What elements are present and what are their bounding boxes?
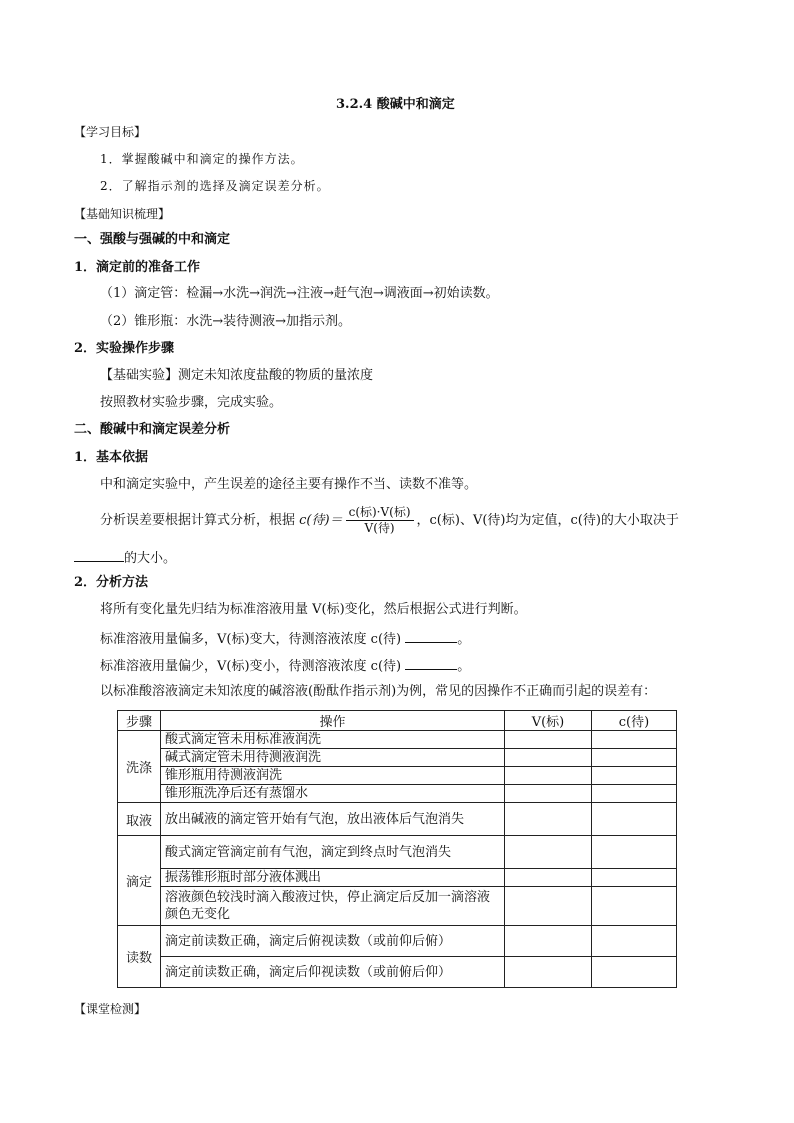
table-row: [118, 957, 677, 988]
table-row: [118, 926, 677, 957]
answer-blank-1[interactable]: [74, 548, 124, 562]
formula-lhs: c(待)＝: [299, 513, 343, 528]
method-line-3: [100, 656, 470, 676]
table-row: [118, 767, 677, 785]
step-cell-titrate: 滴定: [118, 836, 161, 926]
method-line-2-end: 。: [457, 632, 471, 647]
section2-sub1: 1．基本依据: [74, 450, 149, 465]
goals-heading: 【学习目标】: [74, 125, 147, 139]
section2-sub2: 2．分析方法: [74, 575, 149, 590]
answer-cell-c[interactable]: [592, 785, 677, 803]
formula-fraction: [346, 505, 414, 536]
table-row: [118, 749, 677, 767]
method-line-2-text: 标准溶液用量偏多，V(标)变大，待测溶液浓度 c(待): [100, 632, 402, 647]
goal-item-1: 1．掌握酸碱中和滴定的操作方法。: [100, 152, 304, 166]
answer-cell-c[interactable]: [592, 836, 677, 869]
answer-cell-c[interactable]: [592, 767, 677, 785]
table-row: [118, 836, 677, 869]
operation-cell: 酸式滴定管滴定前有气泡，滴定到终点时气泡消失: [161, 836, 505, 869]
answer-cell-v[interactable]: [505, 836, 592, 869]
table-row: [118, 869, 677, 887]
operation-cell: 滴定前读数正确，滴定后俯视读数（或前仰后俯）: [161, 926, 505, 957]
operation-cell: 振荡锥形瓶时部分液体溅出: [161, 869, 505, 887]
operation-cell: 溶液颜色较浅时滴入酸液过快，停止滴定后反加一滴溶液颜色无变化: [161, 887, 505, 926]
answer-cell-v[interactable]: [505, 803, 592, 836]
section2-heading: 二、酸碱中和滴定误差分析: [74, 422, 231, 437]
operation-cell: 滴定前读数正确，滴定后仰视读数（或前俯后仰）: [161, 957, 505, 988]
operation-cell: 放出碱液的滴定管开始有气泡，放出液体后气泡消失: [161, 803, 505, 836]
answer-cell-v[interactable]: [505, 731, 592, 749]
experiment-line: 【基础实验】测定未知浓度盐酸的物质的量浓度: [100, 368, 374, 383]
table-row: [118, 785, 677, 803]
answer-cell-c[interactable]: [592, 926, 677, 957]
table-row: [118, 731, 677, 749]
section1-sub2: 2．实验操作步骤: [74, 341, 175, 356]
answer-cell-c[interactable]: [592, 869, 677, 887]
table-row: [118, 803, 677, 836]
prep-item-2: （2）锥形瓶：水洗→装待测液→加指示剂。: [100, 314, 352, 329]
answer-cell-v[interactable]: [505, 767, 592, 785]
formula-intro: 分析误差要根据计算式分析，根据: [100, 513, 296, 528]
formula-continuation: [74, 548, 176, 568]
section1-heading: 一、强酸与强碱的中和滴定: [74, 232, 231, 247]
answer-cell-v[interactable]: [505, 926, 592, 957]
goal-item-2: 2．了解指示剂的选择及滴定误差分析。: [100, 179, 330, 193]
step-cell-take: 取液: [118, 803, 161, 836]
header-v-std: V(标): [505, 711, 592, 731]
check-heading: 【课堂检测】: [74, 1002, 147, 1016]
method-line-2: [100, 629, 470, 649]
section1-sub1: 1．滴定前的准备工作: [74, 260, 201, 275]
formula-line: [100, 502, 679, 540]
method-line-1: 将所有变化量先归结为标准溶液用量 V(标)变化，然后根据公式进行判断。: [100, 602, 527, 617]
step-cell-read: 读数: [118, 926, 161, 988]
answer-cell-c[interactable]: [592, 731, 677, 749]
error-analysis-table: [117, 710, 677, 988]
step-cell-wash: 洗涤: [118, 731, 161, 803]
answer-blank-3[interactable]: [405, 656, 457, 670]
answer-blank-2[interactable]: [405, 629, 457, 643]
answer-cell-v[interactable]: [505, 887, 592, 926]
experiment-follow: 按照教材实验步骤，完成实验。: [100, 395, 283, 410]
method-line-4: 以标准酸溶液滴定未知浓度的碱溶液(酚酞作指示剂)为例，常见的因操作不正确而引起的误差有：: [100, 684, 657, 699]
answer-cell-v[interactable]: [505, 869, 592, 887]
formula-numerator: c(标)·V(标): [346, 505, 414, 521]
answer-cell-v[interactable]: [505, 785, 592, 803]
operation-cell: 酸式滴定管未用标准液润洗: [161, 731, 505, 749]
basics-heading: 【基础知识梳理】: [74, 207, 171, 221]
method-line-3-text: 标准溶液用量偏少，V(标)变小，待测溶液浓度 c(待): [100, 659, 402, 674]
header-step: 步骤: [118, 711, 161, 731]
method-line-3-end: 。: [457, 659, 471, 674]
answer-cell-v[interactable]: [505, 749, 592, 767]
formula-denominator: V(待): [364, 521, 395, 535]
header-c-unknown: c(待): [592, 711, 677, 731]
answer-cell-c[interactable]: [592, 887, 677, 926]
basis-paragraph: 中和滴定实验中，产生误差的途径主要有操作不当、读数不准等。: [100, 477, 478, 492]
formula-tail: ，c(标)、V(待)均为定值，c(待)的大小取决于: [416, 513, 679, 528]
prep-item-1: （1）滴定管：检漏→水洗→润洗→注液→赶气泡→调液面→初始读数。: [100, 286, 499, 301]
formula-continuation-text: 的大小。: [124, 551, 177, 566]
header-operation: 操作: [161, 711, 505, 731]
operation-cell: 锥形瓶用待测液润洗: [161, 767, 505, 785]
answer-cell-c[interactable]: [592, 803, 677, 836]
answer-cell-c[interactable]: [592, 957, 677, 988]
operation-cell: 碱式滴定管未用待测液润洗: [161, 749, 505, 767]
answer-cell-c[interactable]: [592, 749, 677, 767]
operation-cell: 锥形瓶洗净后还有蒸馏水: [161, 785, 505, 803]
page-title: 3.2.4 酸碱中和滴定: [336, 97, 455, 112]
answer-cell-v[interactable]: [505, 957, 592, 988]
table-header-row: [118, 711, 677, 731]
table-row: [118, 887, 677, 926]
